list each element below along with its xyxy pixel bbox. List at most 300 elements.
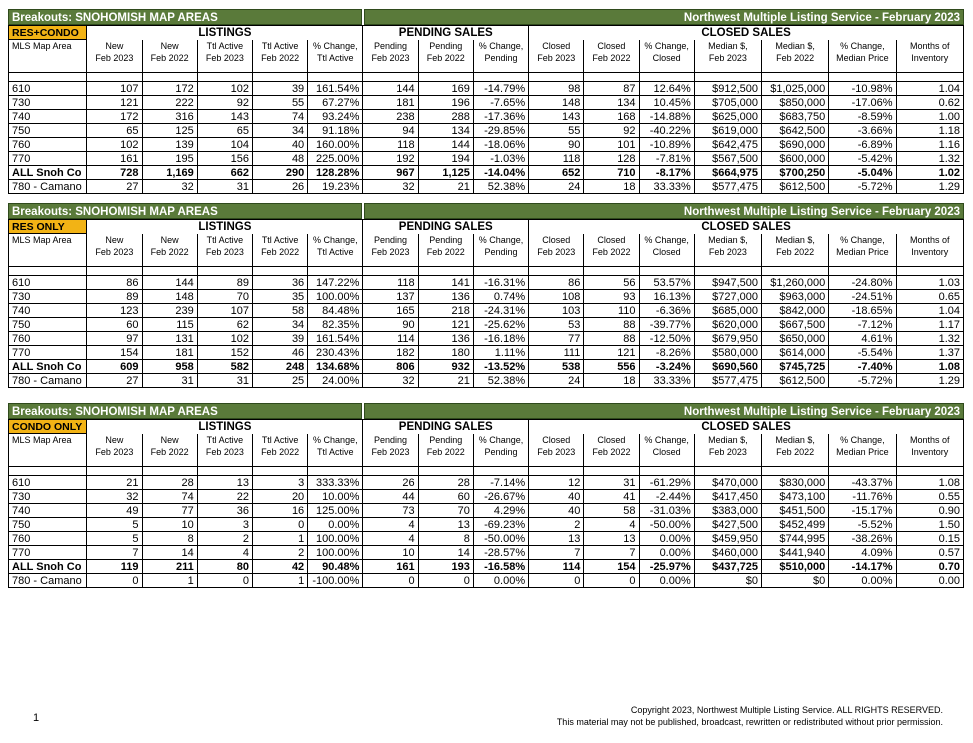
- value-cell: $470,000: [694, 476, 761, 490]
- value-cell: $667,500: [762, 318, 829, 332]
- value-cell: 80: [197, 560, 252, 574]
- column-header: [142, 434, 197, 467]
- value-cell: -50.00%: [473, 532, 528, 546]
- column-header: [694, 434, 761, 467]
- column-header: [308, 234, 363, 267]
- value-cell: 32: [363, 374, 418, 388]
- column-header: [87, 40, 142, 73]
- value-cell: 1.08: [896, 476, 963, 490]
- value-cell: 181: [363, 96, 418, 110]
- column-header-line: New: [160, 434, 179, 445]
- value-cell: 121: [584, 346, 639, 360]
- value-cell: 196: [418, 96, 473, 110]
- pending-section-title: PENDING SALES: [363, 420, 529, 434]
- area-cell: 610: [9, 276, 87, 290]
- value-cell: $685,000: [694, 304, 761, 318]
- value-cell: -40.22%: [639, 124, 694, 138]
- value-cell: $664,975: [694, 166, 761, 180]
- value-cell: 2: [529, 518, 584, 532]
- value-cell: 111: [529, 346, 584, 360]
- value-cell: -3.66%: [829, 124, 896, 138]
- value-cell: 102: [87, 138, 142, 152]
- column-header: [363, 234, 418, 267]
- breakout-block: [8, 9, 964, 194]
- value-cell: 932: [418, 360, 473, 374]
- value-cell: 1.04: [896, 82, 963, 96]
- value-cell: 147.22%: [308, 276, 363, 290]
- value-cell: 91.18%: [308, 124, 363, 138]
- value-cell: $744,995: [762, 532, 829, 546]
- value-cell: 1.16: [896, 138, 963, 152]
- spacer-cell: [584, 267, 639, 276]
- value-cell: 28: [418, 476, 473, 490]
- value-cell: 1.32: [896, 152, 963, 166]
- value-cell: 137: [363, 290, 418, 304]
- column-header: [896, 40, 963, 73]
- table-row: [9, 532, 964, 546]
- value-cell: 107: [87, 82, 142, 96]
- value-cell: 123: [87, 304, 142, 318]
- column-header-line: Feb 2023: [205, 246, 244, 257]
- spacer-cell: [694, 73, 761, 82]
- spacer-cell: [363, 267, 418, 276]
- value-cell: 3: [252, 476, 307, 490]
- column-header-line: % Change,: [644, 234, 689, 245]
- table-row: [9, 276, 964, 290]
- value-cell: 181: [142, 346, 197, 360]
- column-header-line: Closed: [542, 234, 571, 245]
- closed-section-title: CLOSED SALES: [529, 26, 964, 40]
- value-cell: -31.03%: [639, 504, 694, 518]
- value-cell: 24.00%: [308, 374, 363, 388]
- value-cell: -12.50%: [639, 332, 694, 346]
- value-cell: 10.45%: [639, 96, 694, 110]
- value-cell: -14.79%: [473, 82, 528, 96]
- value-cell: -5.72%: [829, 374, 896, 388]
- column-header-line: Ttl Active: [261, 234, 299, 245]
- column-header: [87, 234, 142, 267]
- value-cell: 1: [252, 532, 307, 546]
- value-cell: 36: [252, 276, 307, 290]
- value-cell: -24.80%: [829, 276, 896, 290]
- block-header: [8, 203, 964, 219]
- value-cell: 652: [529, 166, 584, 180]
- value-cell: 77: [529, 332, 584, 346]
- value-cell: 62: [197, 318, 252, 332]
- spacer-cell: [197, 467, 252, 476]
- value-cell: 20: [252, 490, 307, 504]
- column-header: [896, 234, 963, 267]
- value-cell: 136: [418, 290, 473, 304]
- value-cell: 12: [529, 476, 584, 490]
- value-cell: 84.48%: [308, 304, 363, 318]
- table-row: [9, 124, 964, 138]
- value-cell: -5.72%: [829, 180, 896, 194]
- column-header: [584, 40, 639, 73]
- column-header: [9, 40, 87, 73]
- column-header-line: Closed: [652, 246, 681, 257]
- value-cell: 1.08: [896, 360, 963, 374]
- breakout-table: [8, 25, 964, 194]
- value-cell: 67.27%: [308, 96, 363, 110]
- column-header: [197, 234, 252, 267]
- column-header: [829, 434, 896, 467]
- table-row: [9, 290, 964, 304]
- column-header-line: % Change,: [313, 40, 358, 51]
- column-header-line: Pending: [374, 434, 408, 445]
- value-cell: 65: [197, 124, 252, 138]
- column-header: [87, 434, 142, 467]
- value-cell: 40: [529, 490, 584, 504]
- value-cell: 40: [252, 138, 307, 152]
- block-source: Northwest Multiple Listing Service - February 2023: [364, 9, 964, 25]
- value-cell: 13: [529, 532, 584, 546]
- value-cell: -10.98%: [829, 82, 896, 96]
- table-row: [9, 518, 964, 532]
- value-cell: $705,000: [694, 96, 761, 110]
- column-header-line: Median Price: [836, 246, 889, 257]
- value-cell: 168: [584, 110, 639, 124]
- value-cell: 88: [584, 318, 639, 332]
- value-cell: -18.06%: [473, 138, 528, 152]
- value-cell: -25.62%: [473, 318, 528, 332]
- value-cell: 165: [363, 304, 418, 318]
- value-cell: -5.42%: [829, 152, 896, 166]
- value-cell: 98: [529, 82, 584, 96]
- value-cell: 556: [584, 360, 639, 374]
- column-header-line: Ttl Active: [206, 434, 244, 445]
- column-header: [197, 434, 252, 467]
- spacer-cell: [418, 467, 473, 476]
- spacer-cell: [9, 467, 87, 476]
- column-header: [142, 40, 197, 73]
- column-header-line: Feb 2023: [205, 446, 244, 457]
- value-cell: $642,475: [694, 138, 761, 152]
- value-cell: -6.36%: [639, 304, 694, 318]
- value-cell: 1.00: [896, 110, 963, 124]
- value-cell: 316: [142, 110, 197, 124]
- value-cell: 93.24%: [308, 110, 363, 124]
- value-cell: 32: [142, 180, 197, 194]
- value-cell: 290: [252, 166, 307, 180]
- block-title: Breakouts: SNOHOMISH MAP AREAS: [8, 9, 362, 25]
- column-header-line: Feb 2023: [371, 446, 410, 457]
- area-cell: 750: [9, 318, 87, 332]
- value-cell: 28: [142, 476, 197, 490]
- column-header-line: Feb 2022: [150, 52, 189, 63]
- column-header-line: Closed: [597, 40, 626, 51]
- column-header: [584, 234, 639, 267]
- value-cell: 154: [584, 560, 639, 574]
- value-cell: 89: [87, 290, 142, 304]
- column-header-line: Pending: [374, 234, 408, 245]
- value-cell: -8.59%: [829, 110, 896, 124]
- spacer-cell: [87, 467, 142, 476]
- value-cell: 134: [418, 124, 473, 138]
- total-row: [9, 360, 964, 374]
- area-cell: 760: [9, 138, 87, 152]
- value-cell: -7.65%: [473, 96, 528, 110]
- spacer-cell: [418, 267, 473, 276]
- table-row: [9, 82, 964, 96]
- value-cell: -69.23%: [473, 518, 528, 532]
- value-cell: 1,169: [142, 166, 197, 180]
- value-cell: 108: [529, 290, 584, 304]
- value-cell: 31: [584, 476, 639, 490]
- value-cell: 114: [529, 560, 584, 574]
- value-cell: 82.35%: [308, 318, 363, 332]
- column-header-line: Feb 2022: [592, 446, 631, 457]
- column-header-line: Feb 2023: [95, 446, 134, 457]
- value-cell: 0.57: [896, 546, 963, 560]
- value-cell: 21: [418, 180, 473, 194]
- spacer-cell: [473, 267, 528, 276]
- column-header-line: Feb 2022: [426, 446, 465, 457]
- value-cell: 1,125: [418, 166, 473, 180]
- block-title: Breakouts: SNOHOMISH MAP AREAS: [8, 403, 362, 419]
- spacer-cell: [197, 267, 252, 276]
- column-header-line: Feb 2023: [708, 246, 747, 257]
- column-header-line: Pending: [374, 40, 408, 51]
- column-header: [418, 40, 473, 73]
- value-cell: 125: [142, 124, 197, 138]
- value-cell: 0: [87, 574, 142, 588]
- area-cell: 610: [9, 476, 87, 490]
- spacer-cell: [308, 73, 363, 82]
- value-cell: 77: [142, 504, 197, 518]
- value-cell: -6.89%: [829, 138, 896, 152]
- value-cell: 710: [584, 166, 639, 180]
- value-cell: 18: [584, 180, 639, 194]
- value-cell: 16: [252, 504, 307, 518]
- value-cell: 125.00%: [308, 504, 363, 518]
- column-header: [418, 234, 473, 267]
- value-cell: -7.81%: [639, 152, 694, 166]
- value-cell: 728: [87, 166, 142, 180]
- column-header: [363, 434, 418, 467]
- value-cell: -7.40%: [829, 360, 896, 374]
- column-header-line: Feb 2022: [592, 52, 631, 63]
- value-cell: 55: [529, 124, 584, 138]
- value-cell: 14: [142, 546, 197, 560]
- value-cell: 161: [87, 152, 142, 166]
- value-cell: 141: [418, 276, 473, 290]
- value-cell: 24: [529, 180, 584, 194]
- breakout-table: [8, 419, 964, 588]
- block-source: Northwest Multiple Listing Service - February 2023: [364, 403, 964, 419]
- spacer-cell: [363, 467, 418, 476]
- value-cell: -14.17%: [829, 560, 896, 574]
- value-cell: 136: [418, 332, 473, 346]
- value-cell: 662: [197, 166, 252, 180]
- column-header-line: Ttl Active: [317, 446, 354, 457]
- value-cell: $614,000: [762, 346, 829, 360]
- value-cell: 53.57%: [639, 276, 694, 290]
- value-cell: $441,940: [762, 546, 829, 560]
- value-cell: -2.44%: [639, 490, 694, 504]
- value-cell: 160.00%: [308, 138, 363, 152]
- value-cell: 7: [584, 546, 639, 560]
- column-header-line: Feb 2022: [592, 246, 631, 257]
- column-header-line: Feb 2023: [371, 52, 410, 63]
- column-header-line: Median $,: [708, 40, 748, 51]
- column-header-line: Median $,: [775, 434, 815, 445]
- column-header-line: Closed: [597, 434, 626, 445]
- value-cell: 0.90: [896, 504, 963, 518]
- column-header-line: Inventory: [911, 246, 949, 257]
- table-row: [9, 346, 964, 360]
- value-cell: 195: [142, 152, 197, 166]
- copyright-line-1: Copyright 2023, Northwest Multiple Listing Service. ALL RIGHTS RESERVED.: [630, 705, 943, 715]
- value-cell: $460,000: [694, 546, 761, 560]
- value-cell: 0.00%: [639, 532, 694, 546]
- value-cell: 40: [529, 504, 584, 518]
- value-cell: 4.61%: [829, 332, 896, 346]
- column-header-line: New: [105, 40, 124, 51]
- spacer-cell: [529, 467, 584, 476]
- value-cell: -26.67%: [473, 490, 528, 504]
- value-cell: 94: [363, 124, 418, 138]
- copyright-line-2: This material may not be published, broadcast, rewritten or redistributed without prior permission.: [556, 717, 943, 727]
- column-header-line: % Change,: [644, 40, 689, 51]
- column-header-line: Median $,: [708, 434, 748, 445]
- value-cell: $842,000: [762, 304, 829, 318]
- spacer-cell: [142, 467, 197, 476]
- value-cell: $577,475: [694, 374, 761, 388]
- value-cell: 74: [142, 490, 197, 504]
- area-cell: 730: [9, 490, 87, 504]
- value-cell: 22: [197, 490, 252, 504]
- value-cell: -10.89%: [639, 138, 694, 152]
- value-cell: 0.74%: [473, 290, 528, 304]
- column-header: [584, 434, 639, 467]
- area-cell: 780 - Camano: [9, 574, 87, 588]
- value-cell: 128.28%: [308, 166, 363, 180]
- value-cell: 144: [363, 82, 418, 96]
- column-header: [142, 234, 197, 267]
- value-cell: 26: [252, 180, 307, 194]
- spacer-cell: [473, 467, 528, 476]
- column-header-line: % Change,: [840, 234, 885, 245]
- value-cell: 118: [529, 152, 584, 166]
- area-cell: ALL Snoh Co: [9, 360, 87, 374]
- breakout-table: [8, 219, 964, 388]
- value-cell: 211: [142, 560, 197, 574]
- value-cell: 90.48%: [308, 560, 363, 574]
- value-cell: -5.54%: [829, 346, 896, 360]
- value-cell: $619,000: [694, 124, 761, 138]
- spacer-cell: [473, 73, 528, 82]
- table-row: [9, 110, 964, 124]
- table-row: [9, 318, 964, 332]
- value-cell: 19.23%: [308, 180, 363, 194]
- column-header-line: Feb 2022: [150, 246, 189, 257]
- value-cell: $947,500: [694, 276, 761, 290]
- value-cell: 144: [142, 276, 197, 290]
- column-header-line: Months of: [910, 434, 950, 445]
- column-header-line: Ttl Active: [317, 52, 354, 63]
- value-cell: 3: [197, 518, 252, 532]
- table-row: [9, 490, 964, 504]
- value-cell: 148: [142, 290, 197, 304]
- value-cell: 31: [197, 374, 252, 388]
- value-cell: 18: [584, 374, 639, 388]
- value-cell: -39.77%: [639, 318, 694, 332]
- value-cell: 230.43%: [308, 346, 363, 360]
- column-header: [473, 434, 528, 467]
- column-header: [829, 40, 896, 73]
- closed-section-title: CLOSED SALES: [529, 220, 964, 234]
- spacer-cell: [308, 467, 363, 476]
- column-header: [473, 234, 528, 267]
- value-cell: -5.52%: [829, 518, 896, 532]
- value-cell: $459,950: [694, 532, 761, 546]
- value-cell: -29.85%: [473, 124, 528, 138]
- value-cell: 13: [584, 532, 639, 546]
- value-cell: 110: [584, 304, 639, 318]
- value-cell: 154: [87, 346, 142, 360]
- listings-section-title: LISTINGS: [87, 220, 363, 234]
- value-cell: 239: [142, 304, 197, 318]
- value-cell: 0.00%: [639, 574, 694, 588]
- column-header-line: Median $,: [775, 234, 815, 245]
- value-cell: 58: [252, 304, 307, 318]
- column-header-line: Feb 2022: [776, 52, 815, 63]
- value-cell: -13.52%: [473, 360, 528, 374]
- column-header-line: Feb 2023: [708, 52, 747, 63]
- column-header-line: Feb 2023: [537, 446, 576, 457]
- value-cell: 13: [197, 476, 252, 490]
- spacer-cell: [87, 267, 142, 276]
- column-header-line: % Change,: [840, 40, 885, 51]
- area-cell: 730: [9, 96, 87, 110]
- table-row: [9, 332, 964, 346]
- value-cell: 42: [252, 560, 307, 574]
- value-cell: 52.38%: [473, 374, 528, 388]
- column-header-line: Pending: [484, 446, 518, 457]
- column-header-line: % Change,: [478, 234, 524, 245]
- column-header-line: Median $,: [708, 234, 748, 245]
- column-header-line: Feb 2022: [776, 246, 815, 257]
- value-cell: -17.06%: [829, 96, 896, 110]
- area-cell: ALL Snoh Co: [9, 560, 87, 574]
- value-cell: 161.54%: [308, 332, 363, 346]
- listings-section-title: LISTINGS: [87, 26, 363, 40]
- value-cell: 1.18: [896, 124, 963, 138]
- spacer-cell: [829, 267, 896, 276]
- value-cell: 12.64%: [639, 82, 694, 96]
- value-cell: 0: [197, 574, 252, 588]
- value-cell: 582: [197, 360, 252, 374]
- value-cell: 193: [418, 560, 473, 574]
- value-cell: 100.00%: [308, 290, 363, 304]
- spacer-cell: [142, 267, 197, 276]
- value-cell: 21: [87, 476, 142, 490]
- value-cell: 86: [529, 276, 584, 290]
- column-header: [762, 40, 829, 73]
- column-header: [829, 234, 896, 267]
- value-cell: 5: [87, 518, 142, 532]
- area-cell: 770: [9, 546, 87, 560]
- value-cell: 31: [197, 180, 252, 194]
- column-header: [252, 40, 307, 73]
- spacer-cell: [252, 73, 307, 82]
- value-cell: -5.04%: [829, 166, 896, 180]
- value-cell: $679,950: [694, 332, 761, 346]
- column-header-line: Feb 2022: [261, 446, 300, 457]
- value-cell: 0.15: [896, 532, 963, 546]
- value-cell: 74: [252, 110, 307, 124]
